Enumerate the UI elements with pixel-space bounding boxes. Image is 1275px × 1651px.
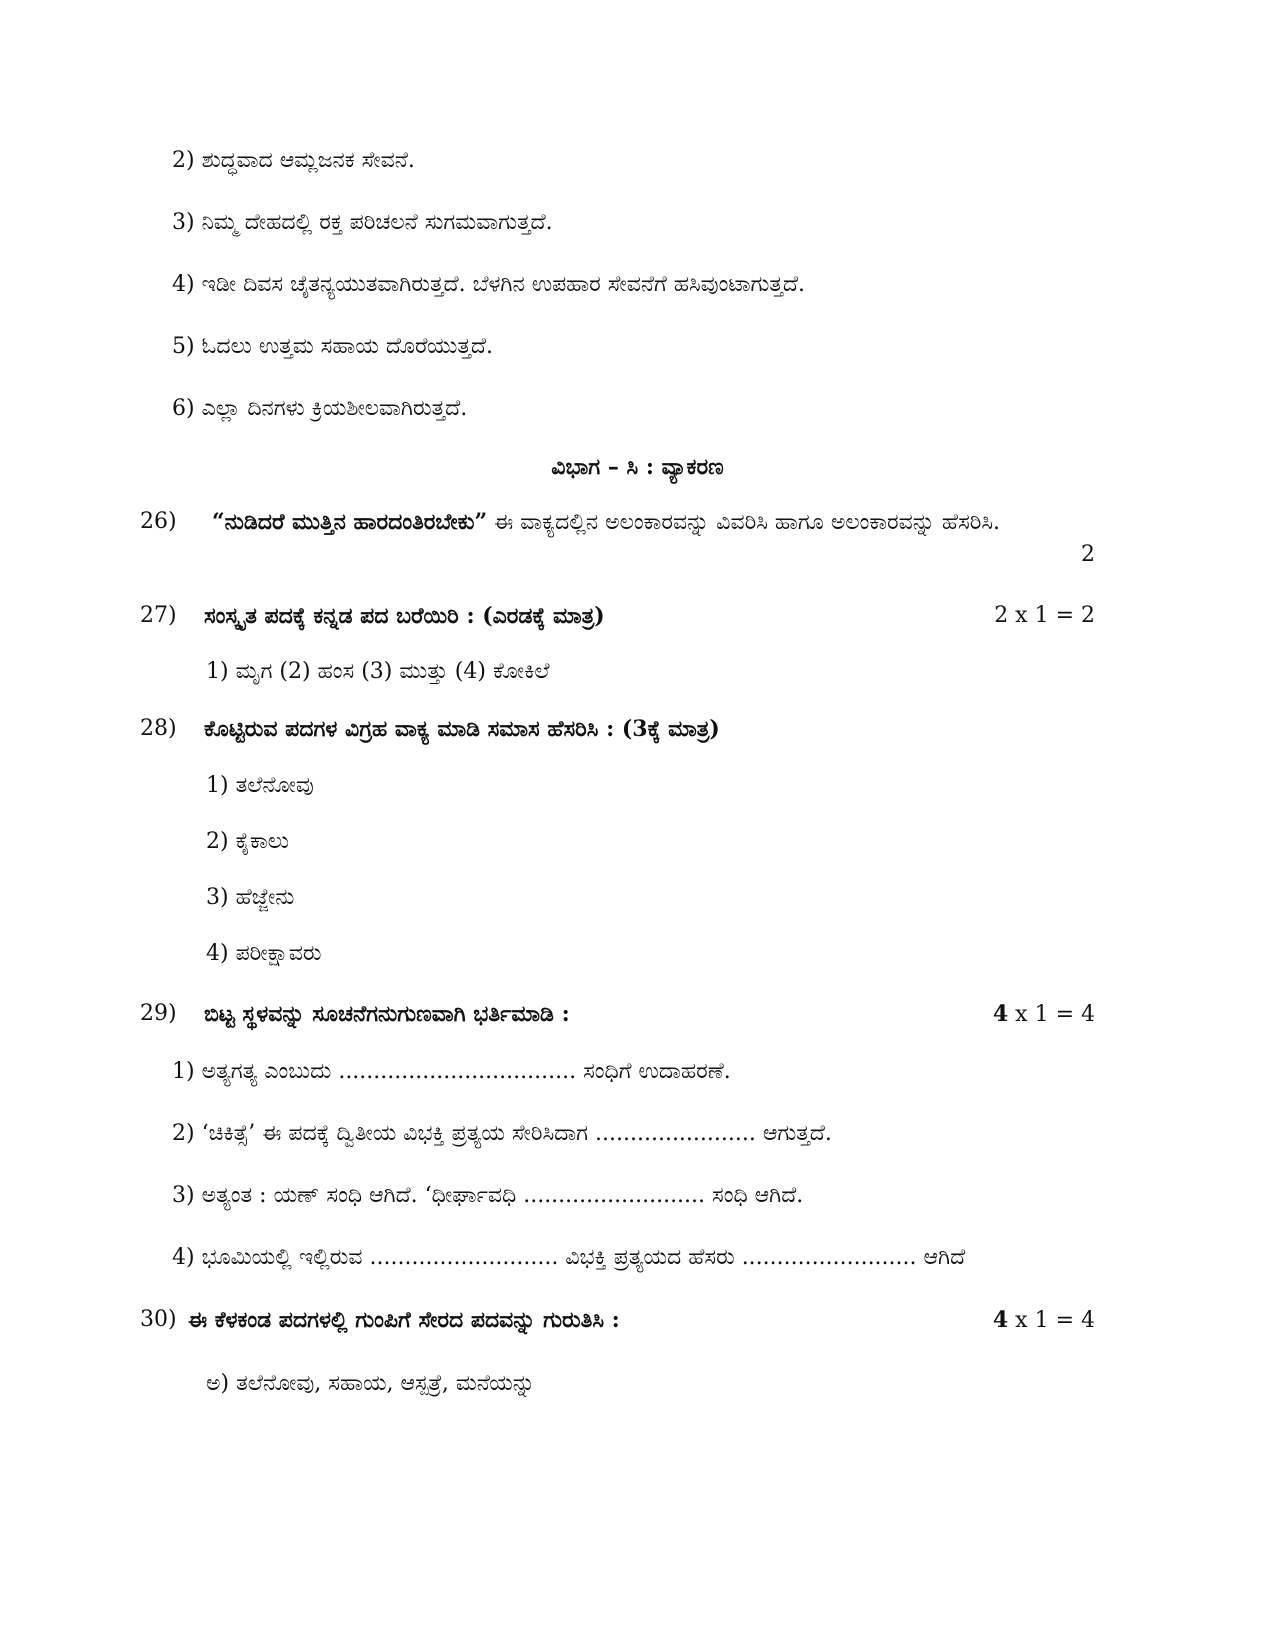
list-item: 2) ಕೈಕಾಲು (206, 829, 289, 854)
list-item: 2) ‘ಚಿಕಿತ್ಸೆ’ ಈ ಪದಕ್ಕೆ ದ್ವಿತೀಯ ವಿಭಕ್ತಿ ಪ್ರತ್ಯಯ ಸೇರಿಸಿದಾಗ ....................... ಆಗುತ್ತದೆ. (172, 1121, 832, 1146)
question-quote: “ನುಡಿದರೆ ಮುತ್ತಿನ ಹಾರದಂತಿರಬೇಕು” (212, 509, 488, 535)
question-marks (993, 999, 1095, 1030)
list-item: 1) ತಲೆನೋವು (206, 773, 314, 798)
list-item: 2) ಶುದ್ಧವಾದ ಆಮ್ಲಜನಕ ಸೇವನೆ. (172, 148, 415, 173)
list-item: 4) ಇಡೀ ದಿವಸ ಚೈತನ್ಯಯುತವಾಗಿರುತ್ತದೆ. ಬೆಳಗಿನ ಉಪಹಾರ ಸೇವನೆಗೆ ಹಸಿವುಂಟಾಗುತ್ತದೆ. (172, 272, 806, 297)
list-item: 4) ಭೂಮಿಯಲ್ಲಿ ಇಲ್ಲಿರುವ ........................... ವಿಭಕ್ತಿ ಪ್ರತ್ಯಯದ ಹೆಸರು ......................... ಆಗಿದೆ (172, 1245, 966, 1270)
question-text: ಕೊಟ್ಟಿರುವ ಪದಗಳ ವಿಗ್ರಹ ವಾಕ್ಯ ಮಾಡಿ ಸಮಾಸ ಹೆಸರಿಸಿ : (3ಕ್ಕೆ ಮಾತ್ರ) (204, 716, 720, 742)
question-marks: 2 x 1 = 2 (994, 603, 1095, 628)
question-options: 1) ಮೃಗ (2) ಹಂಸ (3) ಮುತ್ತು (4) ಕೋಕಿಲೆ (206, 659, 550, 684)
marks-count: 4 (992, 1001, 1009, 1027)
section-heading: ವಿಭಾಗ – ಸಿ : ವ್ಯಾಕರಣ (551, 454, 724, 480)
question-body: ಈ ವಾಕ್ಯದಲ್ಲಿನ ಅಲಂಕಾರವನ್ನು ವಿವರಿಸಿ ಹಾಗೂ ಅಲಂಕಾರವನ್ನು ಹೆಸರಿಸಿ. (487, 510, 1001, 535)
question-number: 30) (140, 1307, 177, 1332)
question-marks: 2 (1081, 542, 1095, 567)
marks-count: 4 (992, 1307, 1009, 1333)
list-item: 3) ಅತ್ಯಂತ : ಯಣ್ ಸಂಧಿ ಆಗಿದೆ. ‘ಧೀರ್ಘಾವಧಿ .......................... ಸಂಧಿ ಆಗಿದೆ. (172, 1183, 804, 1208)
list-item: 3) ನಿಮ್ಮ ದೇಹದಲ್ಲಿ ರಕ್ತ ಪರಿಚಲನೆ ಸುಗಮವಾಗುತ್ತದೆ. (172, 210, 553, 235)
question-text: ಬಿಟ್ಟ ಸ್ಥಳವನ್ನು ಸೂಚನೆಗನುಗುಣವಾಗಿ ಭರ್ತಿಮಾಡಿ : (204, 1001, 570, 1027)
question-number: 26) (140, 509, 177, 534)
question-text: ಸಂಸ್ಕೃತ ಪದಕ್ಕೆ ಕನ್ನಡ ಪದ ಬರೆಯಿರಿ : (ಎರಡಕ್ಕೆ ಮಾತ್ರ) (204, 603, 605, 629)
question-number: 27) (140, 603, 177, 628)
question-number: 28) (140, 716, 177, 741)
question-text (212, 504, 1112, 541)
marks-formula: x 1 = 4 (1008, 1308, 1095, 1333)
question-text: ಈ ಕೆಳಕಂಡ ಪದಗಳಲ್ಲಿ ಗುಂಪಿಗೆ ಸೇರದ ಪದವನ್ನು ಗುರುತಿಸಿ : (188, 1307, 620, 1333)
question-marks (993, 1305, 1095, 1336)
question-number: 29) (140, 1001, 177, 1026)
list-item: 5) ಓದಲು ಉತ್ತಮ ಸಹಾಯ ದೊರೆಯುತ್ತದೆ. (172, 334, 493, 359)
marks-formula: x 1 = 4 (1008, 1002, 1095, 1027)
list-item: 3) ಹೆಜ್ಜೇನು (206, 885, 295, 910)
list-item: 6) ಎಲ್ಲಾ ದಿನಗಳು ಕ್ರಿಯಶೀಲವಾಗಿರುತ್ತದೆ. (172, 396, 468, 421)
list-item: 4) ಪರೀಕ್ಷಾವರು (206, 941, 322, 966)
list-item: ಅ) ತಲೆನೋವು, ಸಹಾಯ, ಆಸ್ಪತ್ರೆ, ಮನೆಯನ್ನು (206, 1371, 535, 1396)
list-item: 1) ಅತ್ಯಗತ್ಯ ಎಂಬುದು .................................. ಸಂಧಿಗೆ ಉದಾಹರಣೆ. (172, 1059, 731, 1084)
